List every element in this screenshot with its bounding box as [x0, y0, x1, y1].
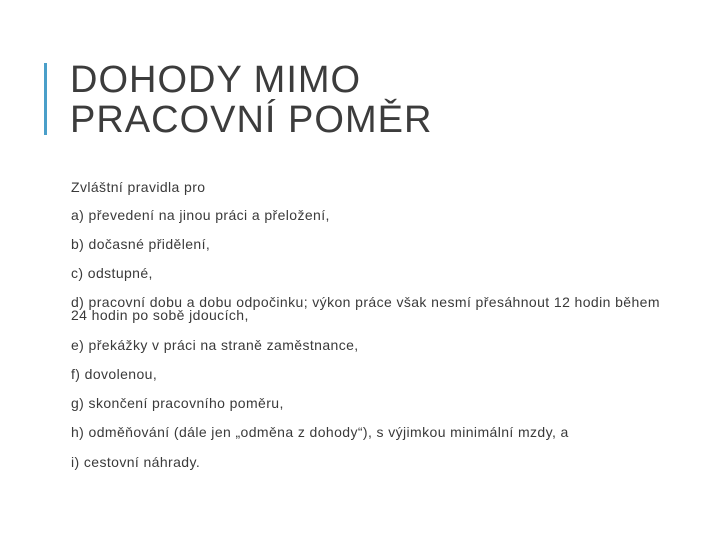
slide-title-line-1: DOHODY MIMO	[70, 59, 362, 101]
slide-body	[71, 181, 671, 485]
list-item-f: f) dovolenou,	[71, 366, 158, 382]
slide-title	[70, 60, 432, 140]
list-item-c: c) odstupné,	[71, 265, 153, 281]
rules-list	[71, 209, 671, 469]
list-item-d: d) pracovní dobu a dobu odpočinku; výkon práce však nesmí přesáhnout 12 hodin během 24 hodin po sobě jdoucích,	[71, 294, 660, 323]
list-item-g: g) skončení pracovního poměru,	[71, 395, 284, 411]
title-accent-bar	[44, 63, 47, 135]
slide-title-line-2: PRACOVNÍ POMĚR	[70, 99, 433, 141]
list-item-h: h) odměňování (dále jen „odměna z dohody“), s výjimkou minimální mzdy, a	[71, 424, 569, 440]
list-item-a: a) převedení na jinou práci a přeložení,	[71, 207, 330, 223]
list-item-e: e) překážky v práci na straně zaměstnance,	[71, 337, 359, 353]
intro-text: Zvláštní pravidla pro	[71, 179, 206, 195]
list-item-i: i) cestovní náhrady.	[71, 454, 201, 470]
list-item-b: b) dočasné přidělení,	[71, 236, 211, 252]
